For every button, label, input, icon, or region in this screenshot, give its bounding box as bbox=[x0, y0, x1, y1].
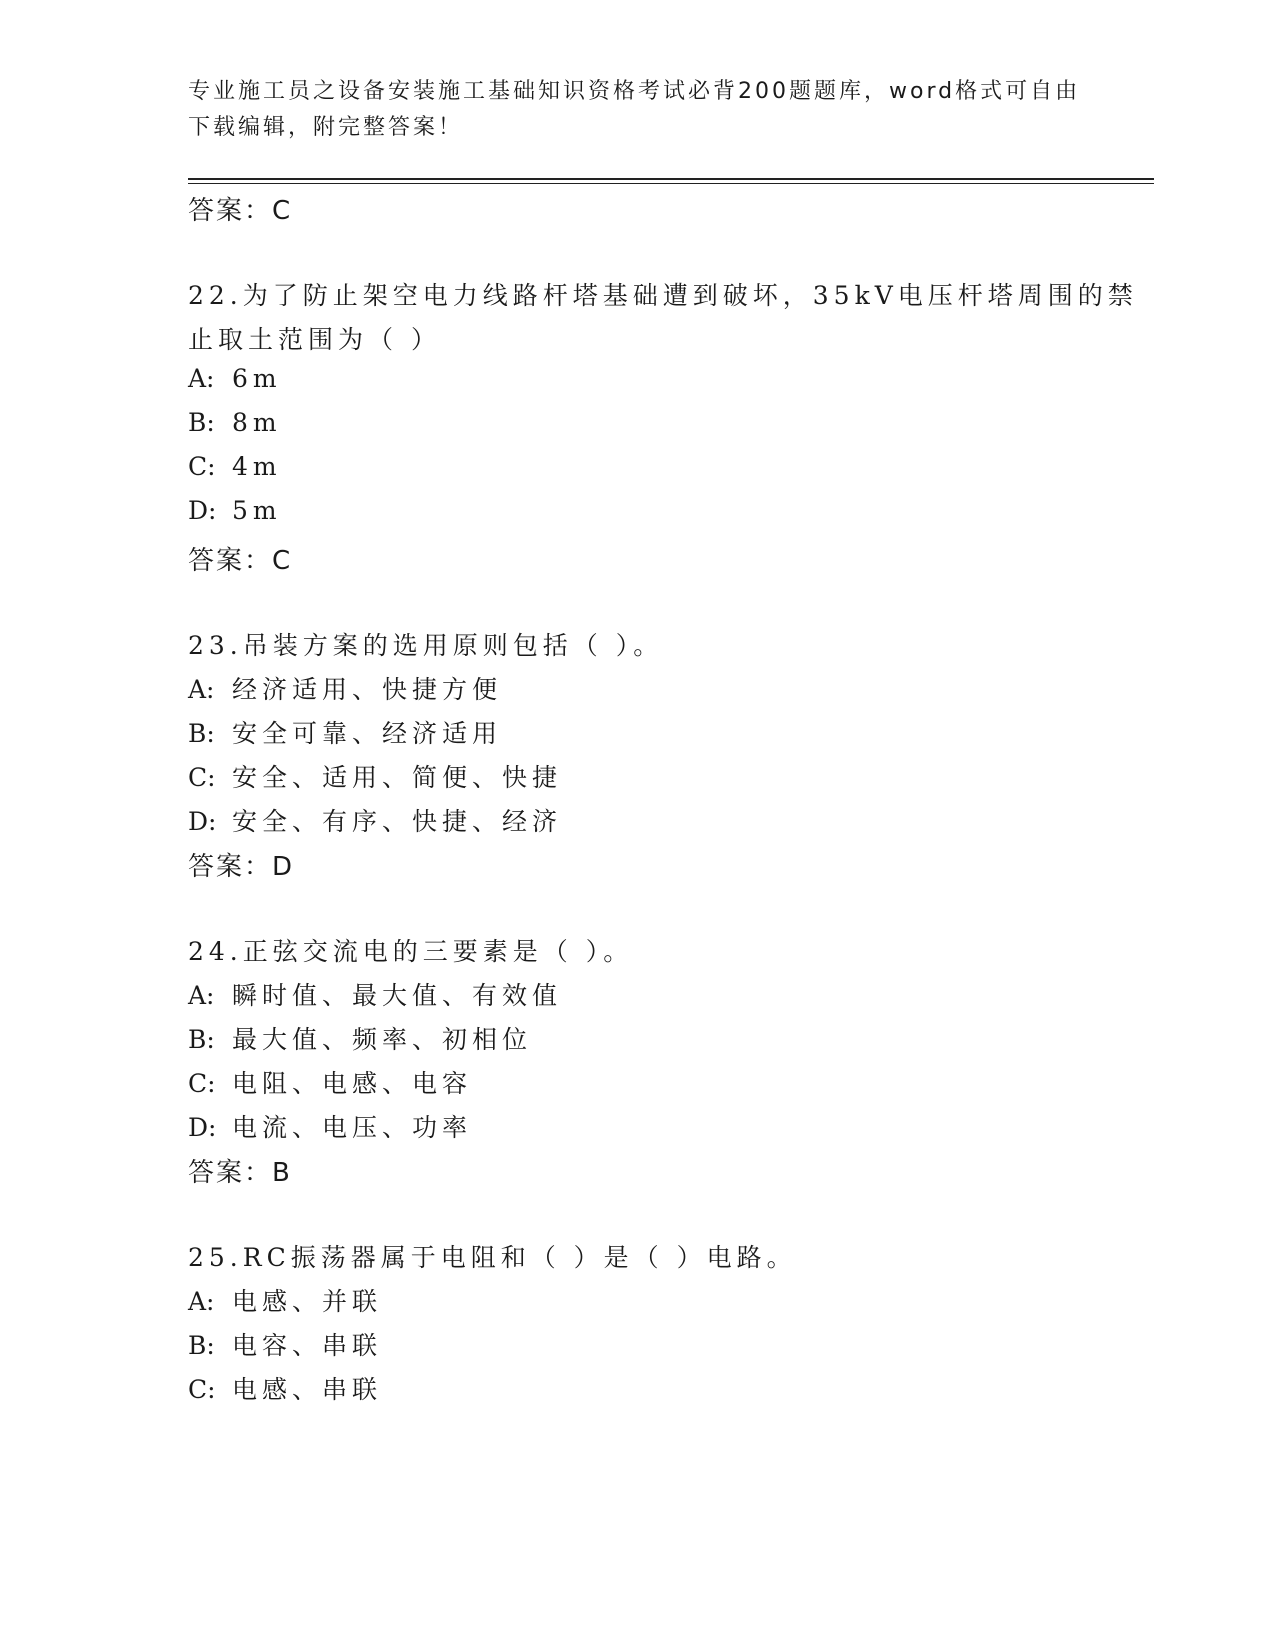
option-25-b: B: 电容、串联 bbox=[188, 1331, 383, 1360]
question-23: 23.吊装方案的选用原则包括（ ）。 bbox=[188, 631, 664, 660]
option-25-c: C: 电感、串联 bbox=[188, 1375, 383, 1404]
option-22-c: C: 4m bbox=[188, 452, 282, 481]
question-25: 25.RC振荡器属于电阻和（ ）是（ ）电路。 bbox=[188, 1243, 797, 1272]
answer-23: 答案：D bbox=[188, 852, 295, 882]
question-22-line-1: 22.为了防止架空电力线路杆塔基础遭到破坏，35kV电压杆塔周围的禁 bbox=[188, 281, 1138, 310]
header-rule-thin bbox=[188, 183, 1154, 184]
option-23-b: B: 安全可靠、经济适用 bbox=[188, 719, 503, 748]
option-24-c: C: 电阻、电感、电容 bbox=[188, 1069, 473, 1098]
question-24: 24.正弦交流电的三要素是（ ）。 bbox=[188, 937, 634, 966]
option-23-a: A: 经济适用、快捷方便 bbox=[188, 675, 503, 704]
option-22-a: A: 6m bbox=[188, 364, 282, 393]
option-24-a: A: 瞬时值、最大值、有效值 bbox=[188, 981, 563, 1010]
answer-24: 答案：B bbox=[188, 1158, 292, 1188]
question-22-line-2: 止取土范围为（ ） bbox=[188, 325, 441, 354]
option-23-c: C: 安全、适用、简便、快捷 bbox=[188, 763, 563, 792]
option-25-a: A: 电感、并联 bbox=[188, 1287, 383, 1316]
option-24-d: D: 电流、电压、功率 bbox=[188, 1113, 473, 1142]
header-line-2: 下载编辑，附完整答案！ bbox=[188, 115, 464, 140]
option-22-d: D: 5m bbox=[188, 496, 282, 525]
option-23-d: D: 安全、有序、快捷、经济 bbox=[188, 807, 563, 836]
answer-22: 答案：C bbox=[188, 546, 293, 576]
option-22-b: B: 8m bbox=[188, 408, 282, 437]
answer-21: 答案：C bbox=[188, 196, 293, 226]
header-rule-thick bbox=[188, 178, 1154, 180]
header-line-1: 专业施工员之设备安装施工基础知识资格考试必背200题题库，word格式可自由 bbox=[188, 79, 1081, 104]
option-24-b: B: 最大值、频率、初相位 bbox=[188, 1025, 533, 1054]
document-header bbox=[188, 74, 1088, 146]
